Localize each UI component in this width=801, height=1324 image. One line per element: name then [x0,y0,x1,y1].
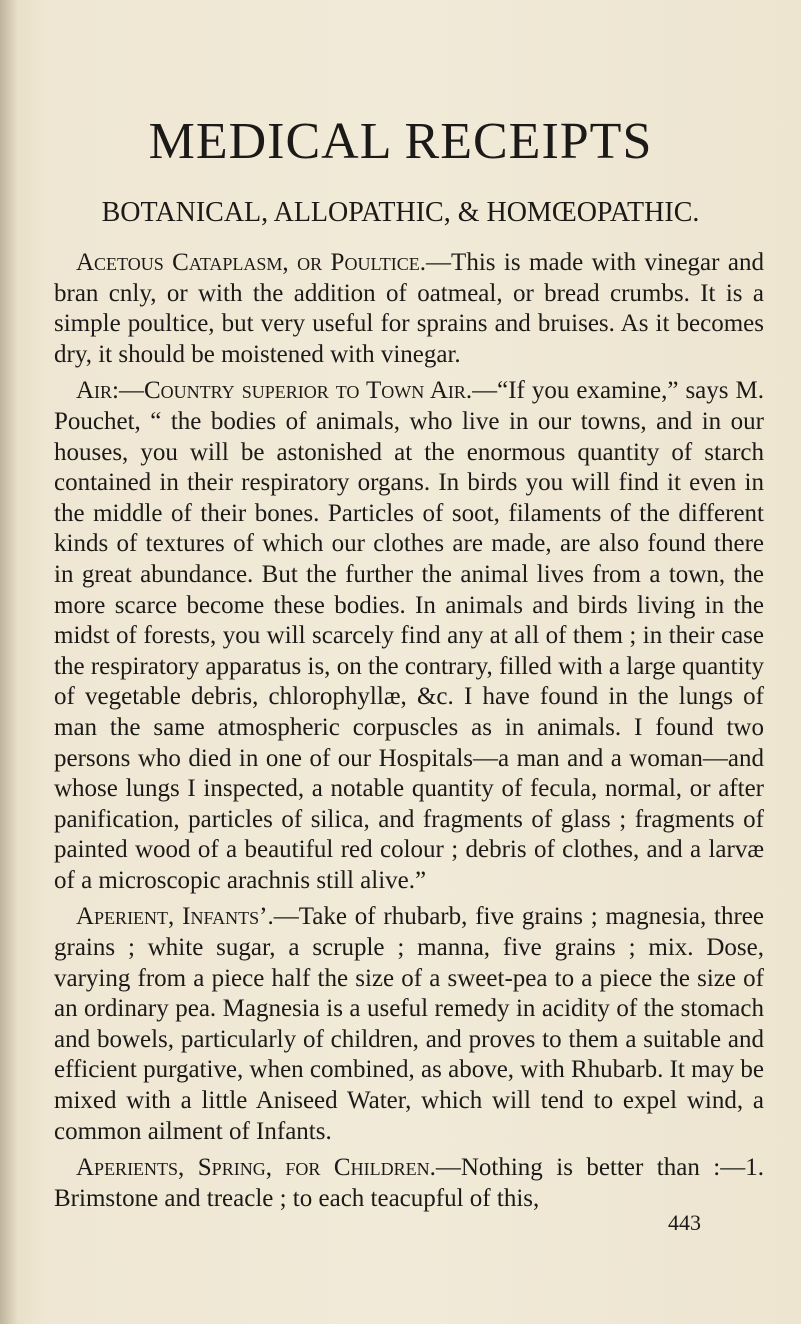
body-text [54,248,764,1220]
page-title: MEDICAL RECEIPTS [148,113,653,170]
entry-heading: Aperients, Spring, for Children. [76,1154,436,1182]
entry-text: —This is made with vinegar and bran cnly, or with the addition of oatmeal, or bread crumbs. It is a simple poultice, but very useful for sprains and bruises. As it becomes dry, it should be moistened with vinegar. [54,249,764,368]
paragraph-aperients-spring [54,1153,764,1214]
entry-text: —Nothing is better than :—1. Brimstone and treacle ; to each teacupful of this, [54,1154,764,1212]
entry-heading: Acetous Cataplasm, or Poultice. [76,249,427,276]
entry-heading: Air:—Country superior to Town Air. [76,377,473,405]
paragraph-air [54,376,764,896]
page-number: 443 [668,1210,701,1235]
paragraph-acetous-cataplasm [54,248,764,370]
page-subtitle: BOTANICAL, ALLOPATHIC, & HOMŒOPATHIC. [101,197,700,228]
entry-heading: Aperient, Infants’. [76,903,274,931]
paragraph-aperient-infants [54,902,764,1147]
entry-text: —“If you examine,” says M. Pouchet, “ the bodies of animals, who live in our towns, and in our houses, you will be astonished at the enormous quantity of starch contained in their respiratory organs. In birds you will find it even in the middle of their bones. Particles of soot, filaments of the different kinds of textures of which our clothes are made, are also found there in great abundance. But the further the animal lives from a town, the more scarce become these bodies. In animals and birds living in the midst of forests, you will scarcely find any at all of them ; in their case the respiratory apparatus is, on the contrary, filled with a large quantity of vegetable debris, chlorophyllæ, &c. I have found in the lungs of man the same atmospheric corpuscles as in animals. I found two persons who died in one of our Hospitals—a man and a woman—and whose lungs I inspected, a notable quantity of fecula, normal, or after panification, particles of silica, and fragments of glass ; fragments of painted wood of a beautiful red colour ; debris of clothes, and a larvæ of a microscopic arachnis still alive.” [54,377,764,894]
entry-text: —Take of rhubarb, five grains ; magnesia, three grains ; white sugar, a scruple ; manna, five grains ; mix. Dose, varying from a piece half the size of a sweet-pea to a piece the size of an ordinary pea. Magnesia is a useful remedy in acidity of the stomach and bowels, particularly of children, and proves to them a suitable and efficient purgative, when combined, as above, with Rhubarb. It may be mixed with a little Aniseed Water, which will tend to expel wind, a common ailment of Infants. [54,903,764,1145]
